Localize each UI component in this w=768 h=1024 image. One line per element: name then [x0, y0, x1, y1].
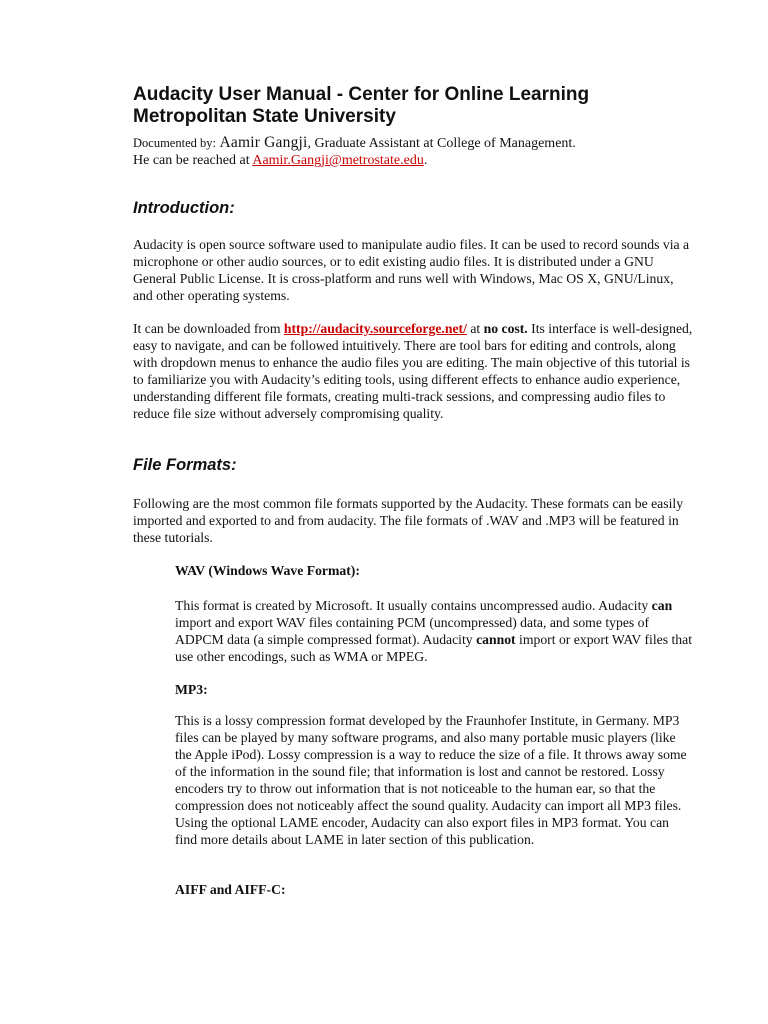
introduction-heading: Introduction:: [133, 199, 235, 217]
para2-mid: at: [466, 321, 484, 336]
para2-rest: Its interface is well-designed, easy to navigate, and can be followed intuitively. There are tool bars for editing and controls, along with dropdown menus to enhance the audio files you are editing. The main objective of this tutorial is to familiarize you with Audacity’s editing tools, using different effects to enhance audio experience, understanding different file formats, creating multi-track sessions, and compressing audio files to reduce file size without adversely compromising quality.: [133, 321, 693, 421]
wav-paragraph: [175, 597, 693, 665]
title-line-2: Metropolitan State University: [133, 106, 396, 127]
wav-text-c: import or export WAV files that use other encodings, such as WMA or MPEG.: [175, 632, 693, 664]
page-title: [133, 84, 693, 128]
author-role: , Graduate Assistant at College of Management.: [307, 136, 576, 151]
aiff-heading: AIFF and AIFF-C:: [175, 882, 286, 897]
title-line-1: Audacity User Manual - Center for Online Learning: [133, 84, 590, 105]
wav-can-text: can: [651, 598, 673, 613]
para2-prefix: It can be downloaded from: [133, 321, 284, 336]
mp3-paragraph: This is a lossy compression format developed by the Fraunhofer Institute, in Germany. MP3 files can be played by many software programs, and also many portable music players (like the Apple iPod). Lossy compression is a way to reduce the size of a file. It throws away some of the information in the sound file; that information is lost and cannot be restored. Lossy encoders try to throw out information that is not noticeable to the human ear, so that the compression does not noticeably affect the sound quality. Audacity can import all MP3 files. Using the optional LAME encoder, Audacity can also export files in MP3 format. You can find more details about LAME in later section of this publication.: [175, 713, 687, 847]
email-link[interactable]: Aamir.Gangji@metrostate.edu: [252, 153, 424, 168]
wav-text-a: This format is created by Microsoft. It usually contains uncompressed audio. Audacity: [175, 598, 652, 613]
wav-cannot-text: cannot: [476, 632, 516, 647]
author-info: [133, 134, 693, 169]
reach-text: He can be reached at: [133, 153, 250, 168]
mp3-heading: MP3:: [175, 682, 208, 697]
author-name: Aamir Gangji: [219, 134, 308, 151]
intro-paragraph-1: Audacity is open source software used to manipulate audio files. It can be used to record sounds via a microphone or other audio sources, or to edit existing audio files. It is distributed under a GNU General Public License. It is cross-platform and runs well with Windows, Mac OS X, GNU/Linux, and other operating systems.: [133, 237, 690, 303]
intro-paragraph-2: [133, 320, 693, 422]
wav-heading: WAV (Windows Wave Format):: [175, 563, 360, 578]
file-formats-intro: Following are the most common file formats supported by the Audacity. These formats can be easily imported and exported to and from audacity. The file formats of .WAV and .MP3 will be featured in these tutorials.: [133, 496, 684, 545]
documented-by-label: Documented by:: [133, 136, 216, 150]
audacity-download-link[interactable]: http://audacity.sourceforge.net/: [283, 321, 467, 336]
file-formats-heading: File Formats:: [133, 456, 237, 474]
email-suffix: .: [423, 153, 428, 168]
wav-text-b: import and export WAV files containing PCM (uncompressed) data, and some types of ADPCM data (a simple compressed format). Audacity: [175, 615, 650, 647]
no-cost-text: no cost.: [483, 321, 528, 336]
